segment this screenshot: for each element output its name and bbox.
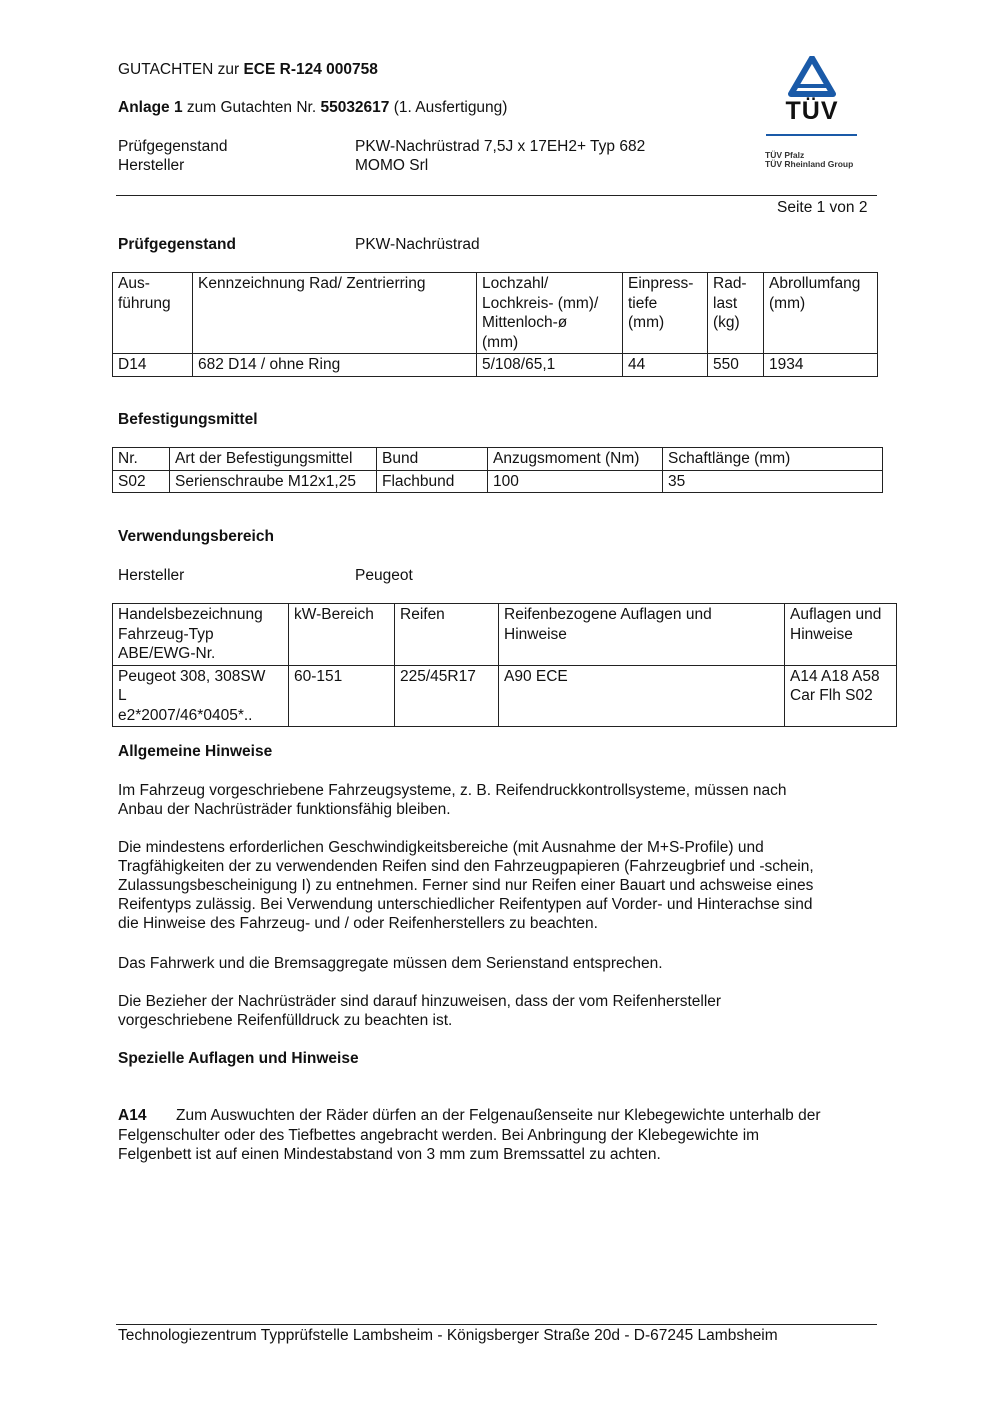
table-row xyxy=(113,470,883,493)
table-cell: 682 D14 / ohne Ring xyxy=(193,354,477,377)
table-header-row xyxy=(113,448,883,471)
table-header-cell: Anzugsmoment (Nm) xyxy=(488,448,663,471)
speziell-rest: Felgenschulter oder des Tiefbettes angebracht werden. Bei Anbringung der Klebegewichte im Felgenbett ist auf einen Mindestabstand von 3 mm zum Bremssattel zu achten. xyxy=(118,1127,760,1163)
tuev-logo-sub2: TÜV Rheinland Group xyxy=(765,159,854,169)
table-cell: 100 xyxy=(488,470,663,493)
table-row xyxy=(113,354,878,377)
section-verwendung-title: Verwendungsbereich xyxy=(118,528,274,545)
page-number: Seite 1 von 2 xyxy=(777,199,868,216)
header-divider xyxy=(116,195,877,196)
table-header-cell: Lochzahl/ Lochkreis- (mm)/ Mittenloch-ø (mm) xyxy=(477,273,623,354)
allgemein-paragraph-1: Im Fahrzeug vorgeschriebene Fahrzeugsysteme, z. B. Reifendruckkontrollsysteme, müssen nach Anbau der Nachrüsträder funktionsfähig bleiben. xyxy=(118,782,787,818)
pruefgegenstand-label: Prüfgegenstand xyxy=(118,138,228,155)
rad-table xyxy=(112,272,878,377)
table-header-cell: Schaftlänge (mm) xyxy=(663,448,883,471)
allgemein-paragraph-2: Die mindestens erforderlichen Geschwindigkeitsbereiche (mit Ausnahme der M+S-Profile) und Tragfähigkeiten der zu verwendenden Reifen sind den Fahrzeugpapieren (Fahrzeugbrief und -schein, Zulassungsbescheinigung I) zu entnehmen. Ferner sind nur Reifen einer Bauart und achsweise eines Reifentyps zulässig. Bei Verwendung unterschiedlicher Reifentypen auf Vorder- und Hinterachse sind die Hinweise des Fahrzeug- und / oder Reifenherstellers zu beachten. xyxy=(118,839,814,932)
tuev-logo xyxy=(762,56,862,172)
table-cell: 35 xyxy=(663,470,883,493)
table-header-cell: Bund xyxy=(377,448,488,471)
table-header-row xyxy=(113,604,897,666)
table-cell: S02 xyxy=(113,470,170,493)
tuev-logo-text: TÜV xyxy=(785,97,839,125)
table-header-cell: Reifenbezogene Auflagen und Hinweise xyxy=(499,604,785,666)
table-row xyxy=(113,665,897,727)
pruefgegenstand-value: PKW-Nachrüstrad 7,5J x 17EH2+ Typ 682 xyxy=(355,138,646,155)
hersteller-value: MOMO Srl xyxy=(355,157,429,174)
verwendung-hersteller-value: Peugeot xyxy=(355,567,413,584)
anlage-line: Anlage 1 zum Gutachten Nr. 55032617 (1. Ausfertigung) xyxy=(118,99,508,116)
table-cell: Serienschraube M12x1,25 xyxy=(170,470,377,493)
document-title: GUTACHTEN zur ECE R-124 000758 xyxy=(118,61,378,78)
table-cell: Peugeot 308, 308SW L e2*2007/46*0405*.. xyxy=(113,665,289,727)
table-cell: 225/45R17 xyxy=(395,665,499,727)
speziell-line-1: Zum Auswuchten der Räder dürfen an der Felgenaußenseite nur Klebegewichte unterhalb der xyxy=(176,1107,821,1124)
table-cell: 44 xyxy=(623,354,708,377)
section-pruefgegenstand-label: Prüfgegenstand xyxy=(118,236,236,253)
table-cell: A90 ECE xyxy=(499,665,785,727)
table-header-cell: Einpress- tiefe (mm) xyxy=(623,273,708,354)
footer-address: Technologiezentrum Typprüfstelle Lambsheim - Königsberger Straße 20d - D-67245 Lambsheim xyxy=(118,1327,778,1344)
table-cell: Flachbund xyxy=(377,470,488,493)
speziell-code: A14 xyxy=(118,1107,147,1124)
verwendung-table xyxy=(112,603,897,727)
verwendung-hersteller-label: Hersteller xyxy=(118,567,185,584)
section-pruefgegenstand-value: PKW-Nachrüstrad xyxy=(355,236,480,253)
table-cell: 1934 xyxy=(764,354,878,377)
hersteller-label: Hersteller xyxy=(118,157,185,174)
table-header-cell: Aus- führung xyxy=(113,273,193,354)
table-header-cell: Art der Befestigungsmittel xyxy=(170,448,377,471)
table-header-cell: Reifen xyxy=(395,604,499,666)
table-cell: A14 A18 A58 Car Flh S02 xyxy=(785,665,897,727)
table-cell: 60-151 xyxy=(289,665,395,727)
footer-divider xyxy=(116,1324,877,1325)
table-header-row xyxy=(113,273,878,354)
table-header-cell: kW-Bereich xyxy=(289,604,395,666)
table-header-cell: Kennzeichnung Rad/ Zentrierring xyxy=(193,273,477,354)
tuev-logo-sub1: TÜV Pfalz xyxy=(765,150,805,160)
section-befestigung-title: Befestigungsmittel xyxy=(118,411,258,428)
allgemein-paragraph-4: Die Bezieher der Nachrüsträder sind darauf hinzuweisen, dass der vom Reifenhersteller vorgeschriebene Reifenfülldruck zu beachten ist. xyxy=(118,993,722,1029)
table-cell: 550 xyxy=(708,354,764,377)
table-header-cell: Rad- last (kg) xyxy=(708,273,764,354)
table-header-cell: Nr. xyxy=(113,448,170,471)
table-header-cell: Auflagen und Hinweise xyxy=(785,604,897,666)
table-cell: D14 xyxy=(113,354,193,377)
table-header-cell: Handelsbezeichnung Fahrzeug-Typ ABE/EWG-Nr. xyxy=(113,604,289,666)
section-allgemein-title: Allgemeine Hinweise xyxy=(118,743,273,760)
befestigung-table xyxy=(112,447,883,493)
section-speziell-title: Spezielle Auflagen und Hinweise xyxy=(118,1050,359,1067)
allgemein-paragraph-3: Das Fahrwerk und die Bremsaggregate müssen dem Serienstand entsprechen. xyxy=(118,955,663,972)
table-header-cell: Abrollumfang (mm) xyxy=(764,273,878,354)
table-cell: 5/108/65,1 xyxy=(477,354,623,377)
